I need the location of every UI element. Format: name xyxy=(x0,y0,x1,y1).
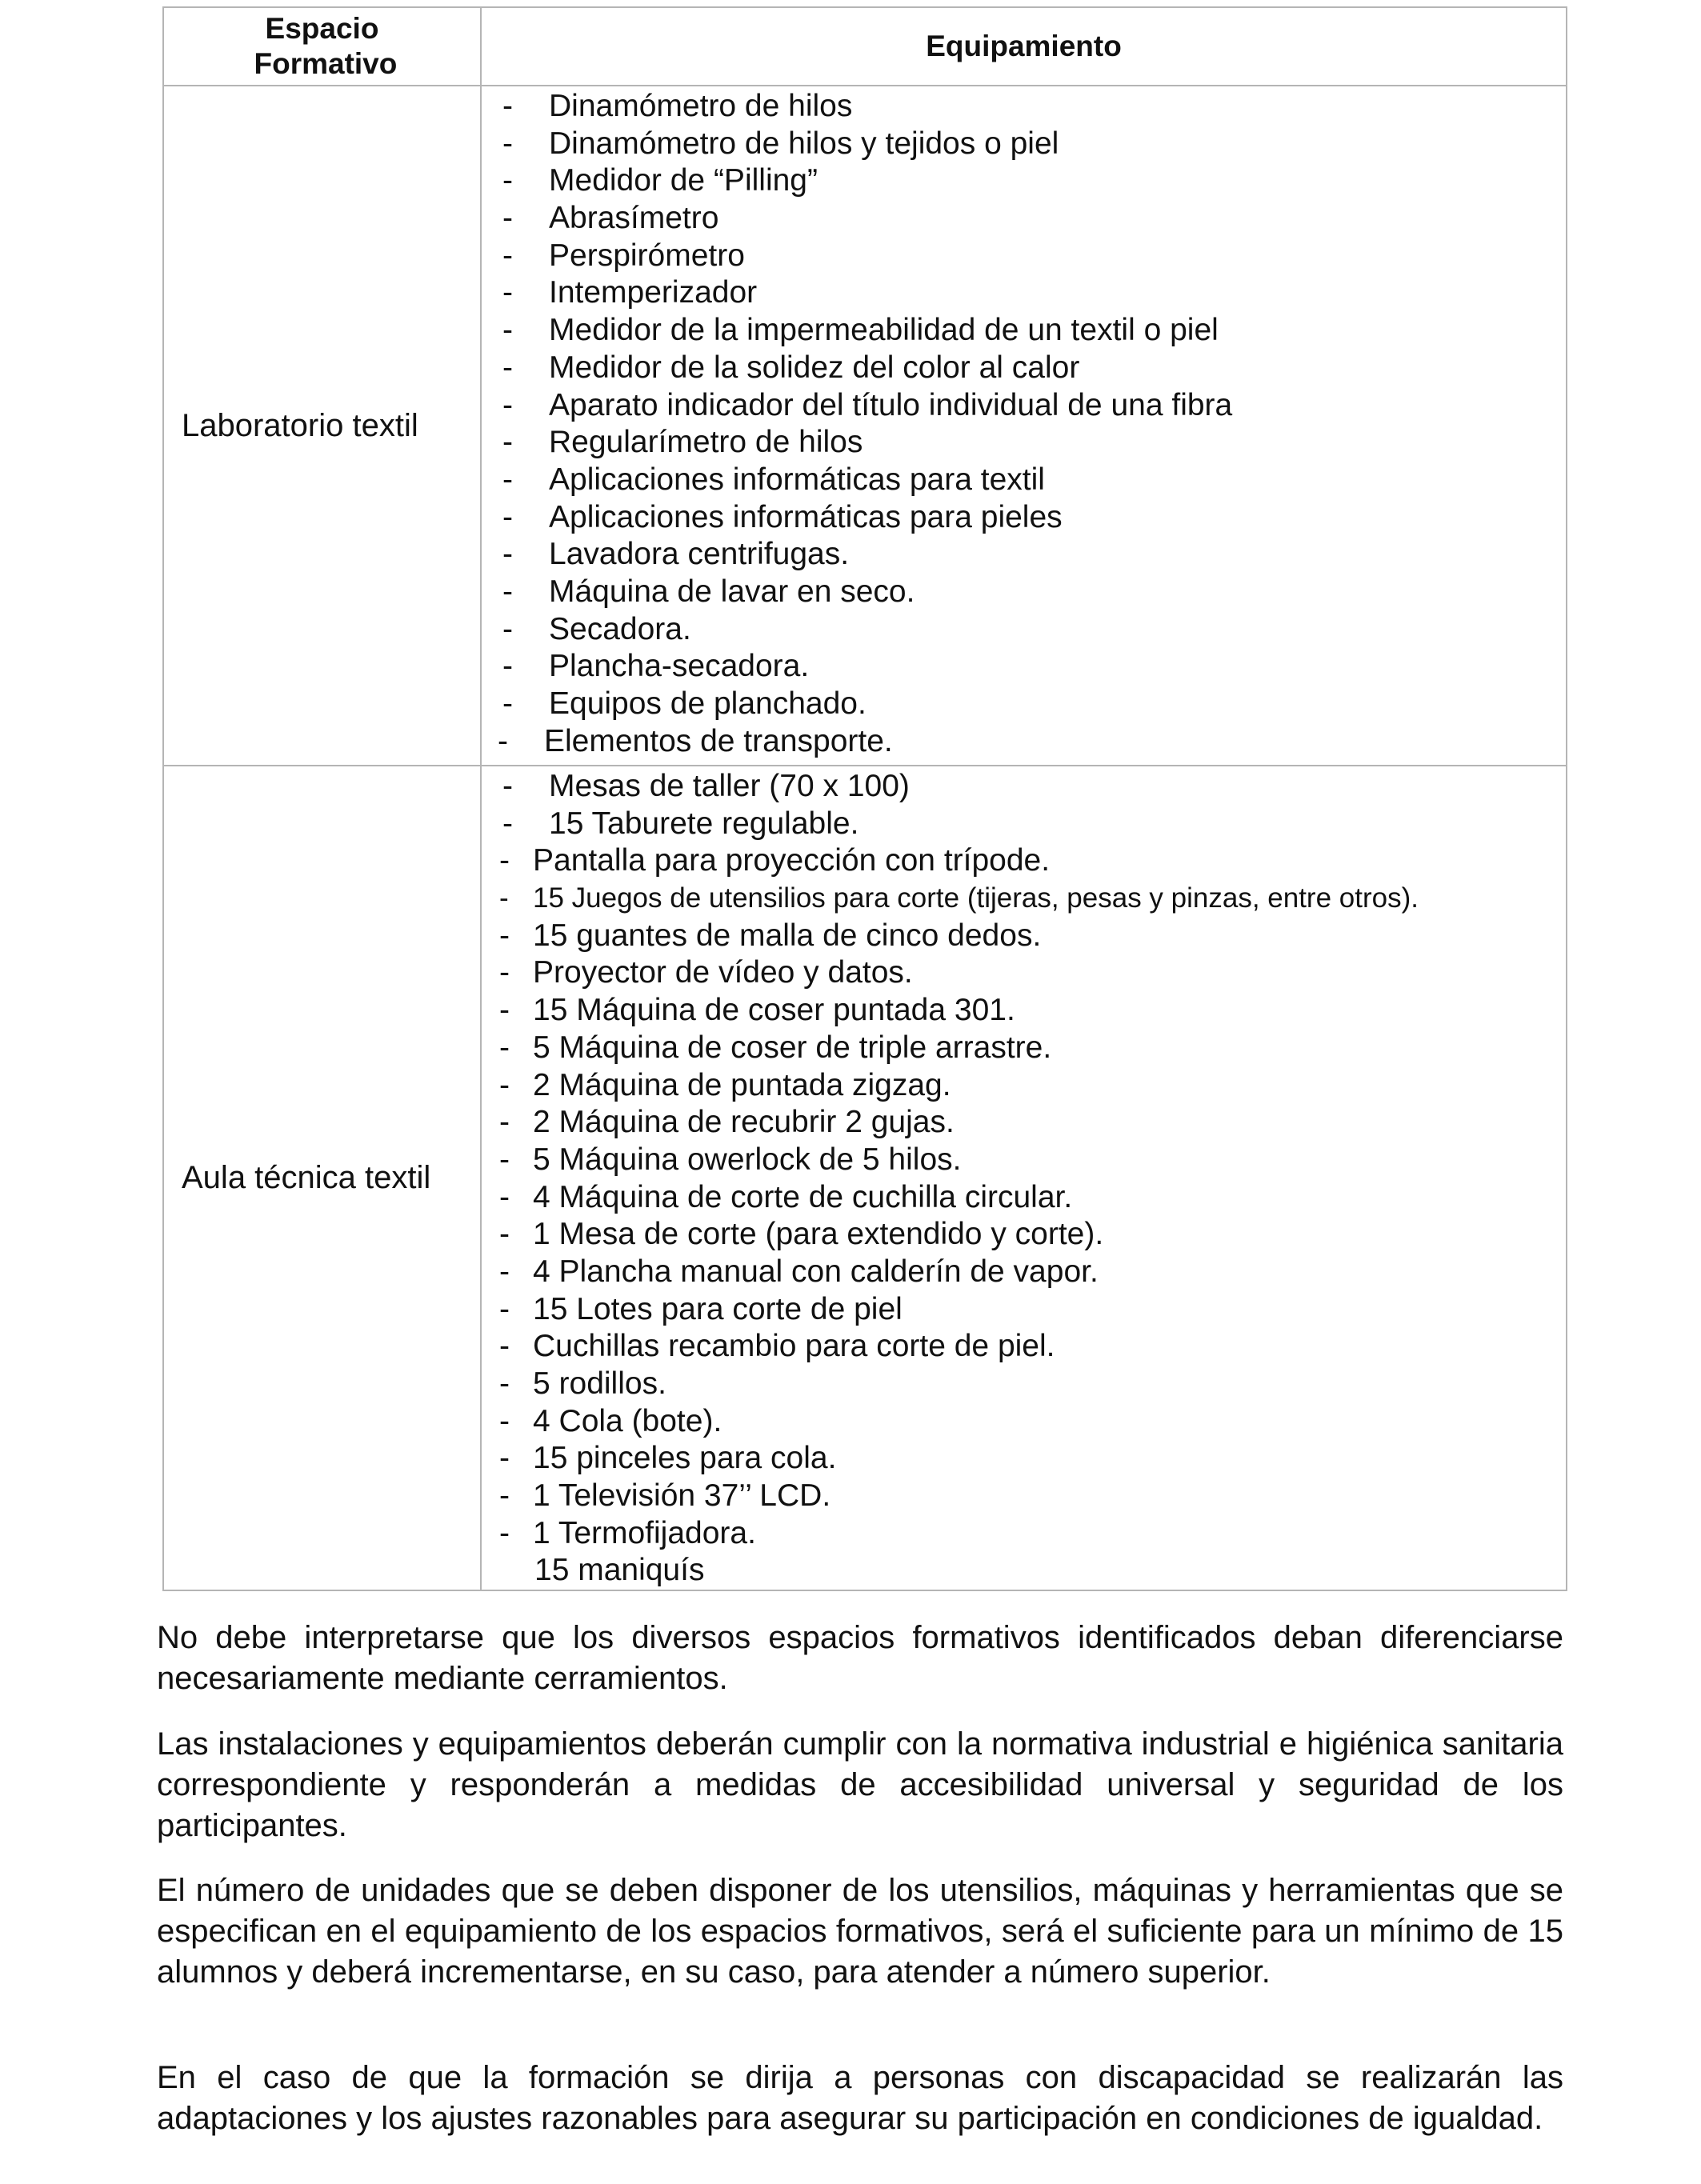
dash-bullet: - xyxy=(499,1403,510,1438)
list-item-text: 5 Máquina owerlock de 5 hilos. xyxy=(533,1142,962,1177)
list-item-text: Pantalla para proyección con trípode. xyxy=(533,843,1051,878)
list-item xyxy=(482,462,1566,499)
list-item xyxy=(482,1030,1566,1067)
list-item-text: 15 pinceles para cola. xyxy=(533,1441,837,1476)
dash-bullet: - xyxy=(502,574,513,609)
dash-bullet: - xyxy=(499,1179,510,1214)
list-item-text: Aplicaciones informáticas para pieles xyxy=(549,499,1063,534)
list-item xyxy=(482,1067,1566,1105)
list-item-text: Aplicaciones informáticas para textil xyxy=(549,462,1045,497)
dash-bullet: - xyxy=(499,1067,510,1102)
list-item-text: Aparato indicador del título individual de una fibra xyxy=(549,387,1233,422)
list-item-text: 15 Juegos de utensilios para corte (tijeras, pesas y pinzas, entre otros). xyxy=(533,882,1419,914)
list-item-text: Elementos de transporte. xyxy=(544,723,893,758)
list-item-text: Lavadora centrifugas. xyxy=(549,537,850,572)
dash-bullet: - xyxy=(502,89,513,123)
dash-bullet: - xyxy=(499,1515,510,1550)
list-item xyxy=(482,1552,1566,1590)
list-item-text: Máquina de lavar en seco. xyxy=(549,574,915,609)
dash-bullet: - xyxy=(499,843,510,878)
list-item-text: 4 Plancha manual con calderín de vapor. xyxy=(533,1254,1099,1289)
dash-bullet: - xyxy=(499,1254,510,1289)
dash-bullet: - xyxy=(499,993,510,1028)
dash-bullet: - xyxy=(502,806,513,841)
list-item xyxy=(482,1515,1566,1553)
dash-bullet: - xyxy=(499,882,509,914)
list-item xyxy=(482,880,1566,918)
dash-bullet: - xyxy=(499,1366,510,1401)
dash-bullet: - xyxy=(502,387,513,422)
list-item-text: 4 Máquina de corte de cuchilla circular. xyxy=(533,1179,1073,1214)
list-item xyxy=(482,574,1566,611)
list-item-text: Dinamómetro de hilos xyxy=(549,89,853,123)
list-item xyxy=(482,350,1566,387)
list-item xyxy=(482,992,1566,1030)
list-item xyxy=(482,499,1566,537)
list-item-text: 2 Máquina de puntada zigzag. xyxy=(533,1067,951,1102)
list-item xyxy=(482,1440,1566,1478)
header-space-text: Espacio Formativo xyxy=(254,12,398,80)
list-item xyxy=(482,200,1566,238)
list-item xyxy=(482,686,1566,723)
list-item xyxy=(482,387,1566,425)
list-item xyxy=(482,611,1566,649)
list-item-text: 15 Máquina de coser puntada 301. xyxy=(533,993,1015,1028)
list-item-text: Intemperizador xyxy=(549,275,758,310)
dash-bullet: - xyxy=(499,918,510,953)
dash-bullet: - xyxy=(499,1030,510,1065)
list-item-text: Medidor de la impermeabilidad de un textil o piel xyxy=(549,313,1219,348)
paragraph-cerramientos: No debe interpretarse que los diversos espacios formativos identificados deban diferenciarse necesariamente mediante cerramientos. xyxy=(157,1620,1563,1696)
list-item xyxy=(482,1104,1566,1142)
list-item-text: 5 Máquina de coser de triple arrastre. xyxy=(533,1030,1052,1065)
dash-bullet: - xyxy=(502,499,513,534)
list-item xyxy=(482,536,1566,574)
dash-bullet: - xyxy=(499,1478,510,1514)
list-item xyxy=(482,806,1566,843)
dash-bullet: - xyxy=(498,723,508,758)
list-item xyxy=(482,648,1566,686)
header-space xyxy=(163,7,481,86)
equipment-cell-laboratorio xyxy=(481,86,1567,766)
dash-bullet: - xyxy=(502,462,513,497)
list-item-text: 15 guantes de malla de cinco dedos. xyxy=(533,918,1042,953)
dash-bullet: - xyxy=(502,238,513,273)
list-item-text: 1 Termofijadora. xyxy=(533,1515,756,1550)
list-item xyxy=(482,424,1566,462)
equipment-list-aula xyxy=(482,766,1566,1590)
list-item xyxy=(482,1142,1566,1179)
dash-bullet: - xyxy=(502,163,513,198)
list-item xyxy=(482,1403,1566,1441)
list-item xyxy=(482,312,1566,350)
space-name-laboratorio: Laboratorio textil xyxy=(163,86,481,766)
list-item-text: Medidor de “Pilling” xyxy=(549,163,818,198)
dash-bullet: - xyxy=(502,201,513,236)
list-item xyxy=(482,723,1566,761)
list-item xyxy=(482,1291,1566,1329)
list-item xyxy=(482,1328,1566,1366)
list-item-text: 15 Taburete regulable. xyxy=(549,806,859,841)
list-item-text: 15 maniquís xyxy=(534,1553,705,1588)
list-item xyxy=(482,126,1566,163)
table-row xyxy=(163,766,1567,1590)
equipment-table xyxy=(162,6,1567,1591)
dash-bullet: - xyxy=(502,126,513,161)
list-item-text: Perspirómetro xyxy=(549,238,745,273)
dash-bullet: - xyxy=(502,537,513,572)
list-item-text: Cuchillas recambio para corte de piel. xyxy=(533,1329,1055,1364)
dash-bullet: - xyxy=(499,1329,510,1364)
dash-bullet: - xyxy=(502,350,513,385)
list-item-text: Regularímetro de hilos xyxy=(549,425,863,460)
header-equipment: Equipamiento xyxy=(481,7,1567,86)
list-item-text: Mesas de taller (70 x 100) xyxy=(549,769,910,803)
list-item-text: Plancha-secadora. xyxy=(549,649,810,684)
list-item xyxy=(482,1478,1566,1515)
list-item xyxy=(482,88,1566,126)
list-item-text: 15 Lotes para corte de piel xyxy=(533,1291,903,1326)
list-item xyxy=(482,842,1566,880)
dash-bullet: - xyxy=(502,275,513,310)
dash-bullet: - xyxy=(502,649,513,684)
list-item-text: 1 Televisión 37’’ LCD. xyxy=(533,1478,831,1514)
list-item-text: 5 rodillos. xyxy=(533,1366,666,1401)
list-item-text: Secadora. xyxy=(549,611,691,646)
list-item-text: Medidor de la solidez del color al calor xyxy=(549,350,1080,385)
dash-bullet: - xyxy=(499,1142,510,1177)
table-header-row xyxy=(163,7,1567,86)
list-item xyxy=(482,768,1566,806)
dash-bullet: - xyxy=(502,769,513,803)
paragraph-discapacidad: En el caso de que la formación se dirija a personas con discapacidad se realizarán las adaptaciones y los ajustes razonables para asegurar su participación en condiciones de igualdad. xyxy=(157,2060,1563,2136)
space-name-aula: Aula técnica textil xyxy=(163,766,481,1590)
list-item-text: 2 Máquina de recubrir 2 gujas. xyxy=(533,1105,955,1140)
list-item xyxy=(482,954,1566,992)
dash-bullet: - xyxy=(499,955,510,990)
list-item xyxy=(482,238,1566,275)
dash-bullet: - xyxy=(499,1441,510,1476)
dash-bullet: - xyxy=(502,313,513,348)
list-item-text: 4 Cola (bote). xyxy=(533,1403,722,1438)
dash-bullet: - xyxy=(502,611,513,646)
list-item-text: 1 Mesa de corte (para extendido y corte). xyxy=(533,1217,1104,1252)
table-row xyxy=(163,86,1567,766)
dash-bullet: - xyxy=(502,686,513,721)
list-item xyxy=(482,918,1566,955)
list-item xyxy=(482,162,1566,200)
list-item xyxy=(482,274,1566,312)
dash-bullet: - xyxy=(499,1105,510,1140)
paragraph-unidades: El número de unidades que se deben disponer de los utensilios, máquinas y herramientas que se especifican en el equipamiento de los espacios formativos, será el suficiente para un mínimo de 15 alumnos y deberá incrementarse, en su caso, para atender a número superior. xyxy=(157,1873,1563,1990)
list-item-text: Equipos de planchado. xyxy=(549,686,867,721)
list-item xyxy=(482,1216,1566,1254)
list-item xyxy=(482,1254,1566,1291)
list-item-text: Abrasímetro xyxy=(549,201,719,236)
equipment-list-laboratorio xyxy=(482,86,1566,760)
paragraph-instalaciones: Las instalaciones y equipamientos deberán cumplir con la normativa industrial e higiénica sanitaria correspondiente y responderán a medidas de accesibilidad universal y seguridad de los participantes. xyxy=(157,1726,1563,1843)
dash-bullet: - xyxy=(499,1291,510,1326)
list-item-text: Proyector de vídeo y datos. xyxy=(533,955,913,990)
dash-bullet: - xyxy=(502,425,513,460)
equipment-cell-aula xyxy=(481,766,1567,1590)
list-item-text: Dinamómetro de hilos y tejidos o piel xyxy=(549,126,1059,161)
dash-bullet: - xyxy=(499,1217,510,1252)
list-item xyxy=(482,1179,1566,1217)
list-item xyxy=(482,1366,1566,1403)
